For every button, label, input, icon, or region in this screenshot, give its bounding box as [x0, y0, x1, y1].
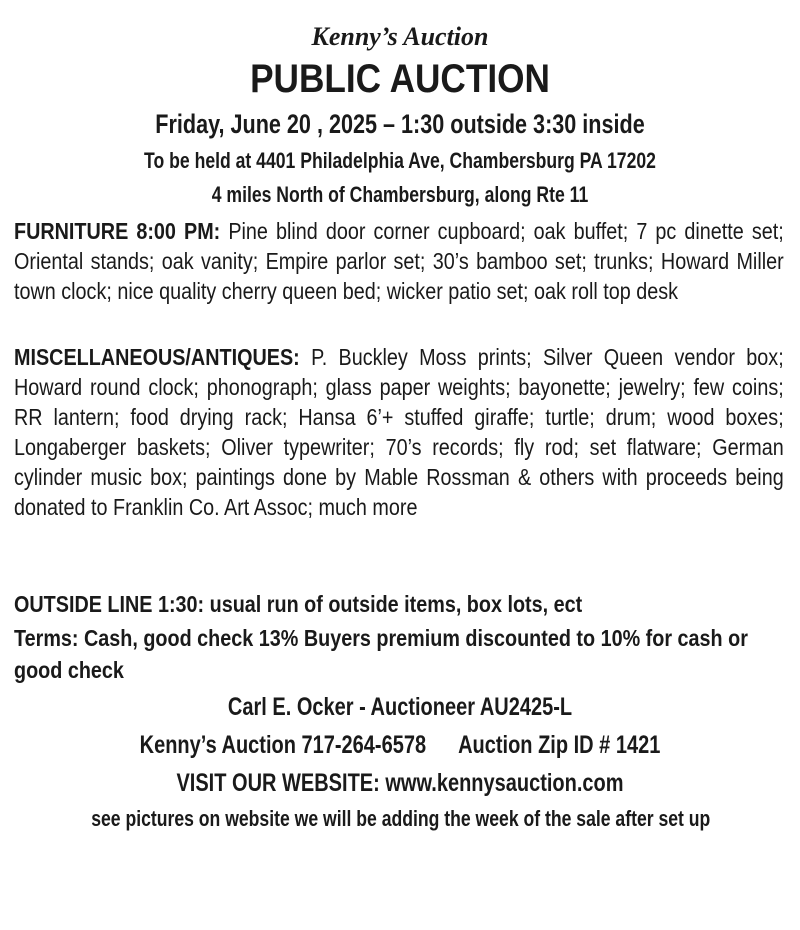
- auction-zip-id: Auction Zip ID # 1421: [458, 731, 661, 759]
- headline: PUBLIC AUCTION: [250, 57, 550, 101]
- ad-footer: [14, 688, 786, 836]
- pictures-note: see pictures on website we will be adding the week of the sale after set up: [91, 806, 711, 831]
- contact-phone: Kenny’s Auction 717-264-6578: [139, 731, 427, 759]
- auctioneer-line: Carl E. Ocker - Auctioneer AU2425-L: [227, 693, 573, 721]
- location-line: To be held at 4401 Philadelphia Ave, Chambersburg PA 17202: [144, 148, 656, 173]
- ad-header: [14, 20, 786, 212]
- directions-line: 4 miles North of Chambersburg, along Rte 11: [211, 182, 589, 207]
- miscellaneous-section: [14, 342, 784, 582]
- outside-line: OUTSIDE LINE 1:30: usual run of outside items, box lots, ect: [14, 591, 583, 617]
- furniture-section: [14, 216, 784, 336]
- miscellaneous-items: P. Buckley Moss prints; Silver Queen vendor box; Howard round clock; phonograph; glass paper weights; bayonette; jewelry; few coins; RR lantern; food drying rack; Hansa 6’+ stuffed giraffe; turtle; drum; wood boxes; Longaberger baskets; Oliver typewriter; 70’s records; fly rod; set flatware; German cylinder music box; paintings done by Mable Rossman & others with proceeds being donated to Franklin Co. Art Assoc; much more: [14, 344, 784, 520]
- contact-line: [91, 726, 709, 764]
- company-name: Kenny’s Auction: [311, 22, 489, 51]
- terms: Terms: Cash, good check 13% Buyers premium discounted to 10% for cash or good check: [14, 625, 748, 683]
- furniture-items: Pine blind door corner cupboard; oak buffet; 7 pc dinette set; Oriental stands; oak vanity; Empire parlor set; 30’s bamboo set; trunks; Howard Miller town clock; nice quality cherry queen bed; wicker patio set; oak roll top desk: [14, 218, 784, 304]
- furniture-label: FURNITURE 8:00 PM:: [14, 218, 221, 244]
- miscellaneous-label: MISCELLANEOUS/ANTIQUES:: [14, 344, 300, 370]
- date-line: Friday, June 20 , 2025 – 1:30 outside 3:30 inside: [155, 109, 645, 139]
- website-line: VISIT OUR WEBSITE: www.kennysauction.com: [176, 769, 624, 797]
